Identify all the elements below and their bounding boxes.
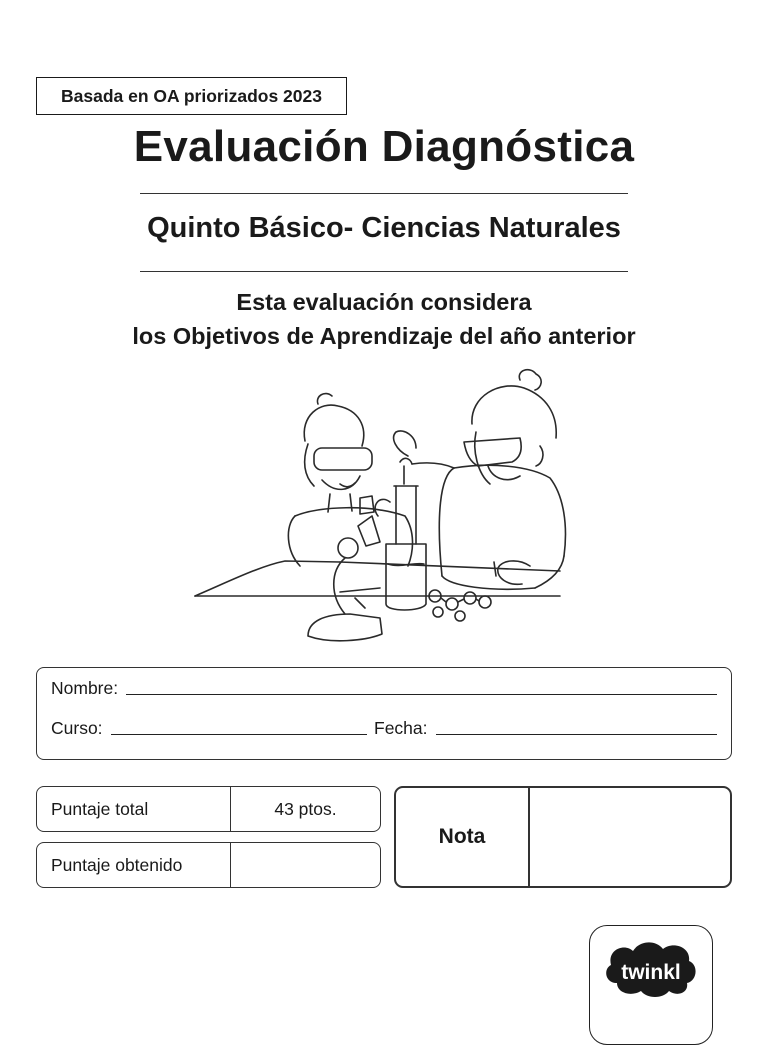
obtained-score-value[interactable] [231, 843, 380, 887]
total-score-value: 43 ptos. [274, 798, 337, 819]
name-line[interactable] [126, 694, 717, 695]
twinkl-logo [589, 925, 713, 1021]
priority-badge-text: Basada en OA priorizados 2023 [61, 85, 322, 106]
student-info-box [36, 667, 732, 760]
priority-badge [36, 77, 347, 115]
page-title: Evaluación Diagnóstica [133, 122, 635, 171]
course-label: Curso: [51, 718, 103, 738]
description [0, 285, 768, 353]
title-divider [140, 193, 628, 194]
date-label: Fecha: [374, 718, 428, 738]
description-line-2: los Objetivos de Aprendizaje del año anterior [132, 323, 636, 349]
twinkl-logo-text: twinkl [621, 961, 681, 984]
logo-box [589, 925, 713, 1045]
grade-value[interactable] [530, 788, 730, 886]
lab-students-illustration [190, 366, 580, 656]
subtitle-divider [140, 271, 628, 272]
page-subtitle: Quinto Básico- Ciencias Naturales [147, 212, 621, 244]
course-line[interactable] [111, 734, 367, 735]
total-score-label: Puntaje total [51, 798, 149, 819]
obtained-score-label: Puntaje obtenido [51, 854, 183, 875]
date-line[interactable] [436, 734, 718, 735]
total-score-box [36, 786, 381, 832]
description-line-1: Esta evaluación considera [236, 289, 532, 315]
name-field[interactable] [51, 678, 717, 699]
obtained-score-box [36, 842, 381, 888]
grade-label: Nota [438, 825, 486, 848]
name-label: Nombre: [51, 678, 119, 698]
date-field[interactable] [374, 718, 717, 739]
grade-box [394, 786, 732, 888]
course-field[interactable] [51, 718, 367, 739]
